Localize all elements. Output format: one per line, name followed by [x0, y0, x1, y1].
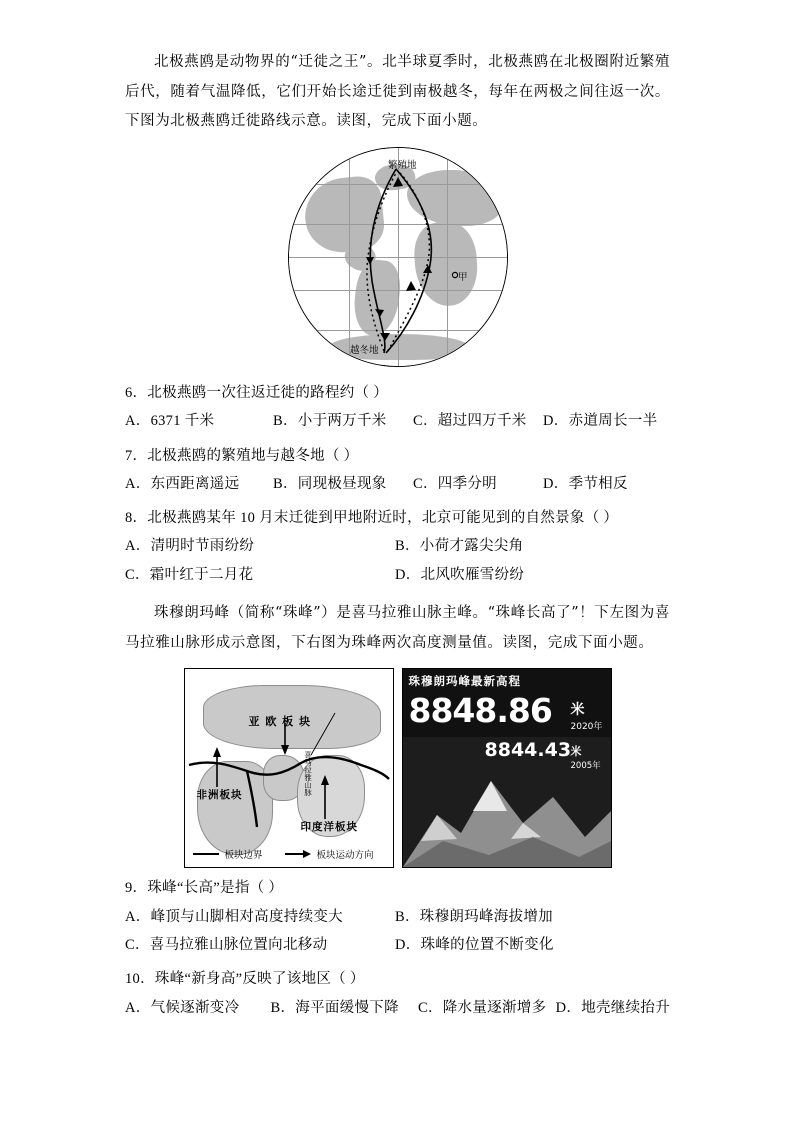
plate-boundary-line	[189, 758, 389, 780]
page-content	[125, 48, 670, 1022]
label-plate-indian-ocean: 印度洋板块	[300, 821, 358, 834]
label-plate-africa: 非洲板块	[196, 789, 243, 802]
question-6-options	[125, 407, 670, 435]
plate-boundary-line-2	[247, 771, 257, 827]
legend-boundary-icon	[193, 853, 219, 855]
route-arrow-south-2	[375, 309, 384, 317]
option-10-a[interactable]: A．气候逐渐变冷	[125, 999, 240, 1016]
figure-2-container	[125, 668, 670, 868]
question-7-stem: 7．北极燕鸥的繁殖地与越冬地（ ）	[125, 447, 359, 464]
option-8-d[interactable]: D．北风吹雁雪纷纷	[395, 566, 525, 583]
passage-1: 北极燕鸥是动物界的“迁徙之王”。北半球夏季时，北极燕鸥在北极圈附近繁殖后代，随着气温降低，它们开始长途迁徙到南极越冬，每年在两极之间往返一次。下图为北极燕鸥迁徙路线示意。读图，完成下面小题。	[125, 54, 670, 130]
label-himalaya-mountains: 喜马拉雅山脉	[303, 751, 313, 797]
label-location-jia: 甲	[458, 272, 468, 284]
question-10-options	[125, 994, 670, 1022]
option-9-a[interactable]: A．峰顶与山脚相对高度持续变大	[125, 908, 343, 925]
question-9-stem: 9．珠峰“长高”是指（ ）	[125, 880, 284, 897]
callout-line	[311, 713, 335, 755]
everest-unit-2020: 米	[570, 702, 585, 719]
everest-height-2005: 8844.43	[484, 739, 572, 762]
passage-2: 珠穆朗玛峰（简称“珠峰”）是喜马拉雅山脉主峰。“珠峰长高了”！下左图为喜马拉雅山脉形成示意图，下右图为珠峰两次高度测量值。读图，完成下面小题。	[125, 605, 670, 651]
everest-height-2020: 8848.86	[408, 691, 552, 731]
option-7-b[interactable]: B．同现极昼现象	[273, 475, 387, 492]
question-8-options-row2	[125, 561, 670, 589]
figure-1-container	[125, 145, 670, 373]
route-solid-south	[370, 169, 396, 353]
question-8-options-row1	[125, 532, 670, 560]
option-7-c[interactable]: C．四季分明	[413, 475, 497, 492]
label-wintering-ground: 越冬地	[350, 345, 379, 357]
label-breeding-ground: 繁殖地	[388, 160, 417, 172]
option-10-c[interactable]: C．降水量逐渐增多	[417, 999, 547, 1016]
route-arrow-north	[423, 265, 432, 273]
question-8-stem: 8．北极燕鸥某年 10 月末迁徙到甲地附近时，北京可能见到的自然景象（ ）	[125, 510, 619, 527]
migration-route-svg	[280, 145, 515, 373]
everest-photo-title: 珠穆朗玛峰最新高程	[408, 674, 521, 689]
option-10-b[interactable]: B．海平面缓慢下降	[270, 999, 399, 1016]
everest-year-2005: 2005年	[570, 761, 601, 772]
arrow-head-india	[321, 775, 329, 785]
question-7-options	[125, 470, 670, 498]
option-8-b[interactable]: B．小荷才露尖尖角	[395, 538, 524, 555]
option-7-d[interactable]: D．季节相反	[543, 475, 628, 492]
question-6-stem: 6．北极燕鸥一次往返迁徙的路程约（ ）	[125, 385, 389, 402]
route-arrow-north-2	[393, 177, 403, 187]
option-10-d[interactable]: D．地壳继续抬升	[555, 999, 670, 1016]
question-10-stem: 10．珠峰“新身高”反映了该地区（ ）	[125, 971, 365, 988]
option-6-b[interactable]: B．小于两万千米	[273, 413, 387, 430]
question-9-options-row2	[125, 931, 670, 959]
option-6-c[interactable]: C．超过四万千米	[413, 413, 527, 430]
option-6-a[interactable]: A．6371 千米	[125, 413, 215, 430]
figure-2-plate-map	[184, 668, 394, 868]
option-9-c[interactable]: C．喜马拉雅山脉位置向北移动	[125, 936, 328, 953]
figure-1-globe	[280, 145, 515, 373]
option-9-b[interactable]: B．珠穆朗玛峰海拔增加	[395, 908, 553, 925]
option-8-c[interactable]: C．霜叶红于二月花	[125, 566, 254, 583]
question-9-options-row1	[125, 903, 670, 931]
point-jia	[452, 273, 457, 278]
arrow-head-africa	[213, 747, 221, 757]
everest-year-2020: 2020年	[570, 722, 603, 733]
legend-boundary-label: 板块边界	[224, 850, 263, 862]
route-arrow-south-3	[380, 333, 390, 341]
plate-boundary-svg	[185, 669, 393, 867]
route-dotted-north	[388, 173, 429, 351]
legend-motion-arrow-icon	[285, 850, 311, 858]
legend-motion-label: 板块运动方向	[316, 850, 374, 862]
figure-2-everest-photo	[402, 668, 612, 868]
route-arrow-north-3	[406, 281, 416, 291]
option-9-d[interactable]: D．珠峰的位置不断变化	[395, 936, 554, 953]
option-7-a[interactable]: A．东西距离遥远	[125, 475, 240, 492]
everest-unit-2005: 米	[570, 745, 582, 759]
arrow-head-eurasia	[281, 745, 289, 755]
option-8-a[interactable]: A．清明时节雨纷纷	[125, 538, 255, 555]
route-solid-east	[386, 169, 431, 353]
map-legend	[193, 847, 374, 861]
label-plate-eurasia: 亚 欧 板 块	[248, 715, 311, 729]
option-6-d[interactable]: D．赤道周长一半	[543, 413, 658, 430]
